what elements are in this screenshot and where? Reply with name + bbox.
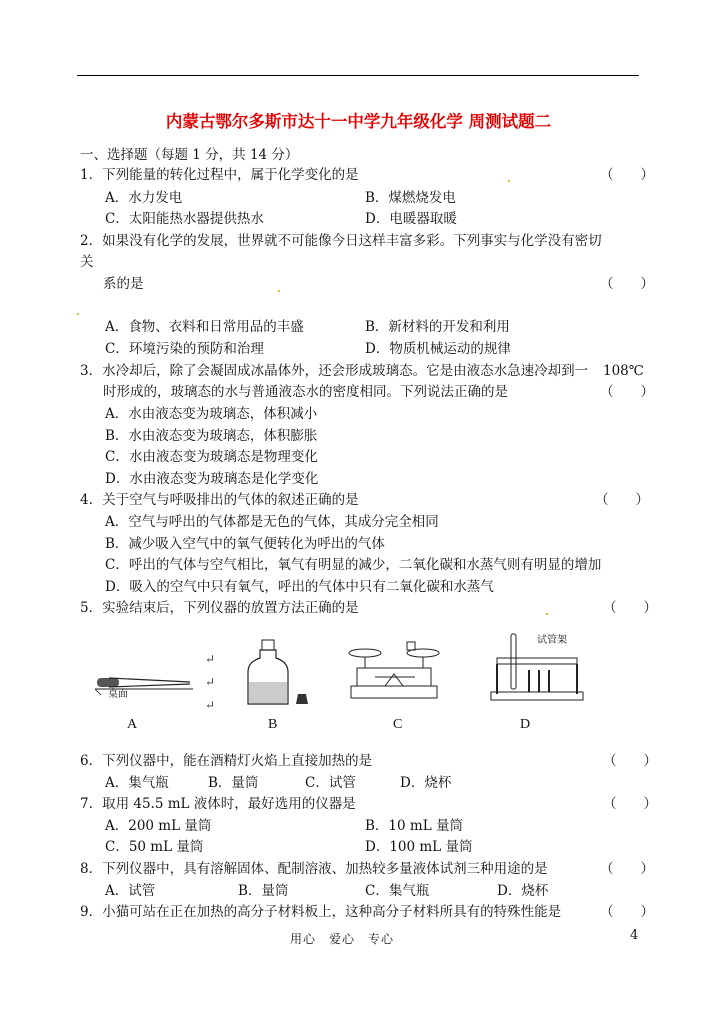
return-mark: ↵ xyxy=(205,675,216,689)
q1-option-d: D．电暖器取暖 xyxy=(365,211,457,227)
figure-d-rack-label: 试管架 xyxy=(537,635,567,646)
q4-option-c: C．呼出的气体与空气相比，氧气有明显的减少，二氧化碳和水蒸气则有明显的增加 xyxy=(105,557,602,573)
section-heading: 一、选择题（每题 1 分，共 14 分） xyxy=(80,147,299,163)
decorative-dot xyxy=(508,180,510,182)
q7-option-c: C．50 mL 量筒 xyxy=(105,839,204,855)
q3-option-c: C．水由液态变为玻璃态是物理变化 xyxy=(105,449,318,465)
figure-a-desk-label: 桌面 xyxy=(108,689,128,700)
figure-c-balance xyxy=(345,640,445,705)
q3-option-d: D．水由液态变为玻璃态是化学变化 xyxy=(105,471,319,487)
figure-b-reagent-bottle xyxy=(242,638,312,708)
return-mark: ↵ xyxy=(205,652,216,666)
header-rule xyxy=(77,75,639,76)
q4-option-b: B．减少吸入空气中的氧气便转化为呼出的气体 xyxy=(105,536,385,552)
q3-option-b: B．水由液态变为玻璃态，体积膨胀 xyxy=(105,428,318,444)
answer-paren-5: （ ） xyxy=(603,600,657,616)
question-5: 5．实验结束后，下列仪器的放置方法正确的是 xyxy=(80,600,359,616)
footer-motto: 用心 爱心 专心 xyxy=(290,932,395,946)
q4-option-a: A．空气与呼出的气体都是无色的气体，其成分完全相同 xyxy=(105,514,439,530)
q4-option-d: D．吸入的空气中只有氧气，呼出的气体中只有二氧化碳和水蒸气 xyxy=(105,579,494,595)
question-3-temperature: 108℃ xyxy=(603,363,644,379)
q2-option-b: B．新材料的开发和利用 xyxy=(365,319,510,335)
figure-label-b: B xyxy=(268,717,278,732)
q2-option-a: A．食物、衣料和日常用品的丰盛 xyxy=(105,319,304,335)
q8-option-c: C．集气瓶 xyxy=(365,883,430,899)
decorative-dot xyxy=(77,313,79,315)
figure-label-c: C xyxy=(393,717,403,732)
answer-paren-7: （ ） xyxy=(603,796,657,812)
answer-paren-8: （ ） xyxy=(600,861,654,877)
figure-label-a: A xyxy=(127,717,138,732)
answer-paren-2: （ ） xyxy=(600,276,654,292)
question-2: 2．如果没有化学的发展，世界就不可能像今日这样丰富多彩。下列事实与化学没有密切 xyxy=(80,233,602,249)
question-7: 7．取用 45.5 mL 液体时，最好选用的仪器是 xyxy=(80,796,356,812)
figure-label-d: D xyxy=(520,717,531,732)
return-mark: ↵ xyxy=(205,698,216,712)
answer-paren-4: （ ） xyxy=(595,492,649,508)
q7-option-d: D．100 mL 量筒 xyxy=(365,839,473,855)
question-6: 6．下列仪器中，能在酒精灯火焰上直接加热的是 xyxy=(80,753,373,769)
q6-option-b: B．量筒 xyxy=(208,775,259,791)
question-1: 1．下列能量的转化过程中，属于化学变化的是 xyxy=(80,167,359,183)
q8-option-b: B．量筒 xyxy=(238,883,289,899)
q6-option-a: A．集气瓶 xyxy=(105,775,169,791)
answer-paren-9: （ ） xyxy=(600,904,654,920)
decorative-dot xyxy=(278,290,280,292)
q1-option-a: A．水力发电 xyxy=(105,190,183,206)
question-4: 4．关于空气与呼吸排出的气体的叙述正确的是 xyxy=(80,492,359,508)
q7-option-b: B．10 mL 量筒 xyxy=(365,818,463,834)
q3-option-a: A．水由液态变为玻璃态，体积减小 xyxy=(105,406,318,422)
q8-option-d: D．烧杯 xyxy=(497,883,549,899)
answer-paren-1: （ ） xyxy=(600,167,654,183)
page-title: 内蒙古鄂尔多斯市达十一中学九年级化学 周测试题二 xyxy=(165,112,552,131)
q1-option-c: C．太阳能热水器提供热水 xyxy=(105,211,264,227)
question-3: 3．水冷却后，除了会凝固成冰晶体外，还会形成玻璃态。它是由液态水急速冷却到一 xyxy=(80,363,589,379)
question-8: 8．下列仪器中，具有溶解固体、配制溶液、加热较多量液体试剂三种用途的是 xyxy=(80,861,548,877)
q7-option-a: A．200 mL 量筒 xyxy=(105,818,212,834)
question-2-line2: 系的是 xyxy=(103,276,144,292)
answer-paren-6: （ ） xyxy=(603,753,657,769)
decorative-dot xyxy=(546,613,548,615)
page-number: 4 xyxy=(630,928,639,943)
q6-option-c: C．试管 xyxy=(305,775,356,791)
question-9: 9．小猫可站在正在加热的高分子材料板上，这种高分子材料所具有的特殊性能是 xyxy=(80,904,562,920)
answer-paren-3: （ ） xyxy=(600,384,654,400)
q8-option-a: A．试管 xyxy=(105,883,156,899)
q2-option-c: C．环境污染的预防和治理 xyxy=(105,341,264,357)
question-3-line2: 时形成的，玻璃态的水与普通液态水的密度相同。下列说法正确的是 xyxy=(103,384,508,400)
q6-option-d: D．烧杯 xyxy=(400,775,452,791)
q1-option-b: B．煤燃烧发电 xyxy=(365,190,456,206)
question-2-wrap: 关 xyxy=(80,254,94,270)
q2-option-d: D．物质机械运动的规律 xyxy=(365,341,511,357)
